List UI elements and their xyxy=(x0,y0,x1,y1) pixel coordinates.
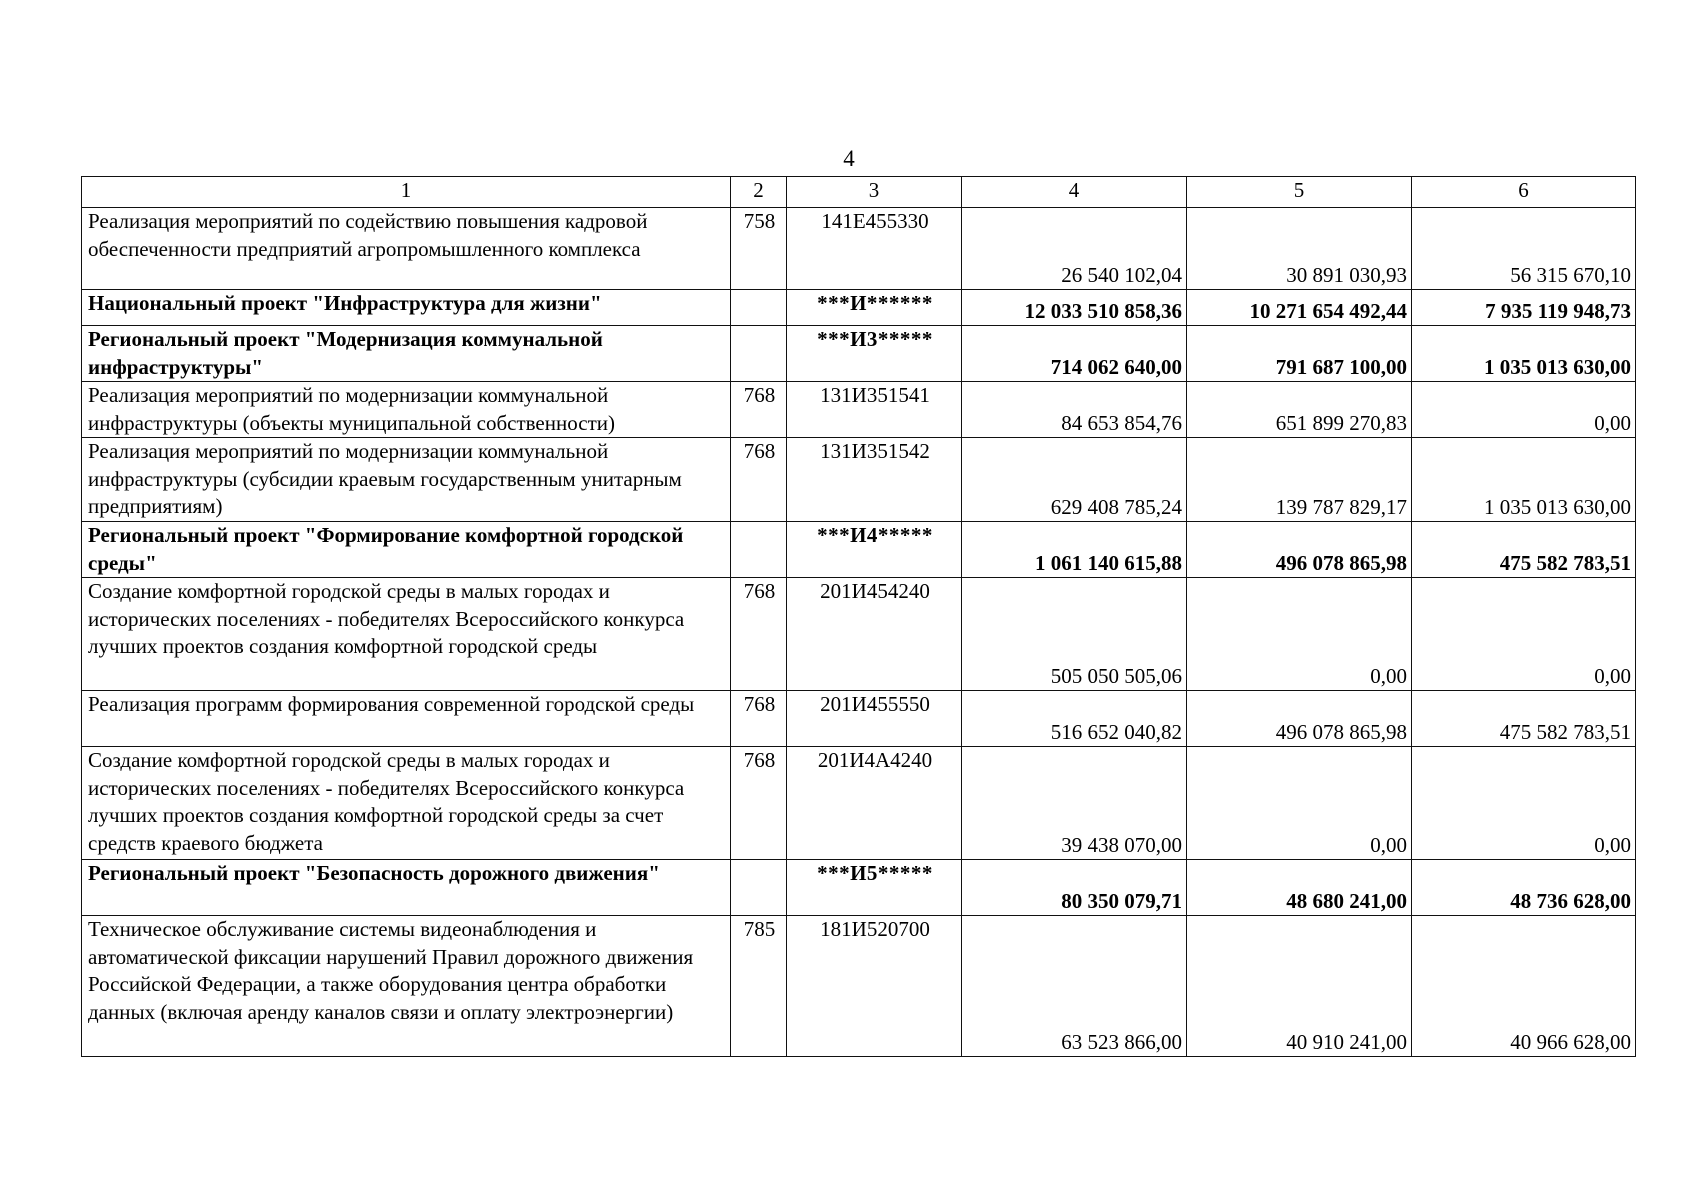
table-row xyxy=(82,382,1636,438)
row-budget-code: 131И351541 xyxy=(787,382,962,438)
row-name: Создание комфортной городской среды в малых городах и исторических поселениях - победителях Всероссийского конкурса лучших проектов создания комфортной городской среды xyxy=(82,578,731,691)
row-name: Реализация мероприятий по модернизации коммунальной инфраструктуры (субсидии краевым государственным унитарным предприятиям) xyxy=(82,438,731,522)
budget-table-body xyxy=(82,177,1636,1057)
row-ministry-code xyxy=(731,326,787,382)
row-budget-code: 141Е455330 xyxy=(787,208,962,290)
row-ministry-code: 768 xyxy=(731,382,787,438)
row-name: Региональный проект "Формирование комфортной городской среды" xyxy=(82,522,731,578)
row-amount-year2: 496 078 865,98 xyxy=(1187,691,1412,747)
row-name: Национальный проект "Инфраструктура для жизни" xyxy=(82,290,731,326)
page-number: 4 xyxy=(843,146,855,171)
row-amount-year1: 714 062 640,00 xyxy=(962,326,1187,382)
row-amount-year3: 1 035 013 630,00 xyxy=(1412,438,1636,522)
row-budget-code: 131И351542 xyxy=(787,438,962,522)
row-ministry-code: 768 xyxy=(731,747,787,860)
row-ministry-code: 785 xyxy=(731,916,787,1057)
row-amount-year3: 475 582 783,51 xyxy=(1412,522,1636,578)
row-amount-year1: 84 653 854,76 xyxy=(962,382,1187,438)
row-amount-year1: 80 350 079,71 xyxy=(962,860,1187,916)
column-header-1: 1 xyxy=(82,177,731,208)
row-ministry-code: 768 xyxy=(731,691,787,747)
row-amount-year1: 12 033 510 858,36 xyxy=(962,290,1187,326)
table-row xyxy=(82,916,1636,1057)
table-row-regional-project xyxy=(82,522,1636,578)
row-amount-year3: 0,00 xyxy=(1412,382,1636,438)
row-name: Реализация мероприятий по содействию повышения кадровой обеспеченности предприятий агропромышленного комплекса xyxy=(82,208,731,290)
row-amount-year2: 651 899 270,83 xyxy=(1187,382,1412,438)
column-header-row xyxy=(82,177,1636,208)
table-row xyxy=(82,578,1636,691)
row-budget-code: ***И5***** xyxy=(787,860,962,916)
row-ministry-code: 758 xyxy=(731,208,787,290)
row-amount-year1: 39 438 070,00 xyxy=(962,747,1187,860)
row-ministry-code: 768 xyxy=(731,438,787,522)
row-amount-year2: 40 910 241,00 xyxy=(1187,916,1412,1057)
row-amount-year3: 0,00 xyxy=(1412,578,1636,691)
row-amount-year2: 0,00 xyxy=(1187,578,1412,691)
table-row-regional-project xyxy=(82,326,1636,382)
row-name: Создание комфортной городской среды в малых городах и исторических поселениях - победителях Всероссийского конкурса лучших проектов создания комфортной городской среды за счет средств краевого бюджета xyxy=(82,747,731,860)
row-ministry-code xyxy=(731,860,787,916)
row-budget-code: 201И455550 xyxy=(787,691,962,747)
row-budget-code: ***И3***** xyxy=(787,326,962,382)
row-amount-year3: 40 966 628,00 xyxy=(1412,916,1636,1057)
table-row xyxy=(82,691,1636,747)
column-header-4: 4 xyxy=(962,177,1187,208)
table-row xyxy=(82,747,1636,860)
row-amount-year3: 48 736 628,00 xyxy=(1412,860,1636,916)
row-name: Региональный проект "Модернизация коммунальной инфраструктуры" xyxy=(82,326,731,382)
budget-table xyxy=(81,176,1636,1057)
column-header-5: 5 xyxy=(1187,177,1412,208)
row-amount-year2: 48 680 241,00 xyxy=(1187,860,1412,916)
row-name: Реализация программ формирования современной городской среды xyxy=(82,691,731,747)
row-amount-year2: 139 787 829,17 xyxy=(1187,438,1412,522)
table-row xyxy=(82,208,1636,290)
row-amount-year2: 791 687 100,00 xyxy=(1187,326,1412,382)
row-amount-year3: 7 935 119 948,73 xyxy=(1412,290,1636,326)
row-amount-year3: 56 315 670,10 xyxy=(1412,208,1636,290)
row-amount-year2: 10 271 654 492,44 xyxy=(1187,290,1412,326)
row-amount-year3: 0,00 xyxy=(1412,747,1636,860)
table-row-regional-project xyxy=(82,860,1636,916)
column-header-6: 6 xyxy=(1412,177,1636,208)
row-ministry-code: 768 xyxy=(731,578,787,691)
table-row xyxy=(82,438,1636,522)
row-amount-year1: 63 523 866,00 xyxy=(962,916,1187,1057)
row-amount-year3: 475 582 783,51 xyxy=(1412,691,1636,747)
row-budget-code: 201И4А4240 xyxy=(787,747,962,860)
column-header-2: 2 xyxy=(731,177,787,208)
row-budget-code: ***И4***** xyxy=(787,522,962,578)
row-amount-year1: 505 050 505,06 xyxy=(962,578,1187,691)
table-row-national-project xyxy=(82,290,1636,326)
row-name: Реализация мероприятий по модернизации коммунальной инфраструктуры (объекты муниципальной собственности) xyxy=(82,382,731,438)
row-budget-code: 201И454240 xyxy=(787,578,962,691)
row-name: Техническое обслуживание системы видеонаблюдения и автоматической фиксации нарушений Правил дорожного движения Российской Федерации, а также оборудования центра обработки данных (включая аренду каналов связи и оплату электроэнергии) xyxy=(82,916,731,1057)
row-name: Региональный проект "Безопасность дорожного движения" xyxy=(82,860,731,916)
row-budget-code: ***И****** xyxy=(787,290,962,326)
row-ministry-code xyxy=(731,290,787,326)
column-header-3: 3 xyxy=(787,177,962,208)
row-amount-year1: 629 408 785,24 xyxy=(962,438,1187,522)
row-amount-year1: 1 061 140 615,88 xyxy=(962,522,1187,578)
row-amount-year3: 1 035 013 630,00 xyxy=(1412,326,1636,382)
row-amount-year1: 26 540 102,04 xyxy=(962,208,1187,290)
row-amount-year1: 516 652 040,82 xyxy=(962,691,1187,747)
row-amount-year2: 30 891 030,93 xyxy=(1187,208,1412,290)
row-budget-code: 181И520700 xyxy=(787,916,962,1057)
row-amount-year2: 496 078 865,98 xyxy=(1187,522,1412,578)
row-ministry-code xyxy=(731,522,787,578)
row-amount-year2: 0,00 xyxy=(1187,747,1412,860)
